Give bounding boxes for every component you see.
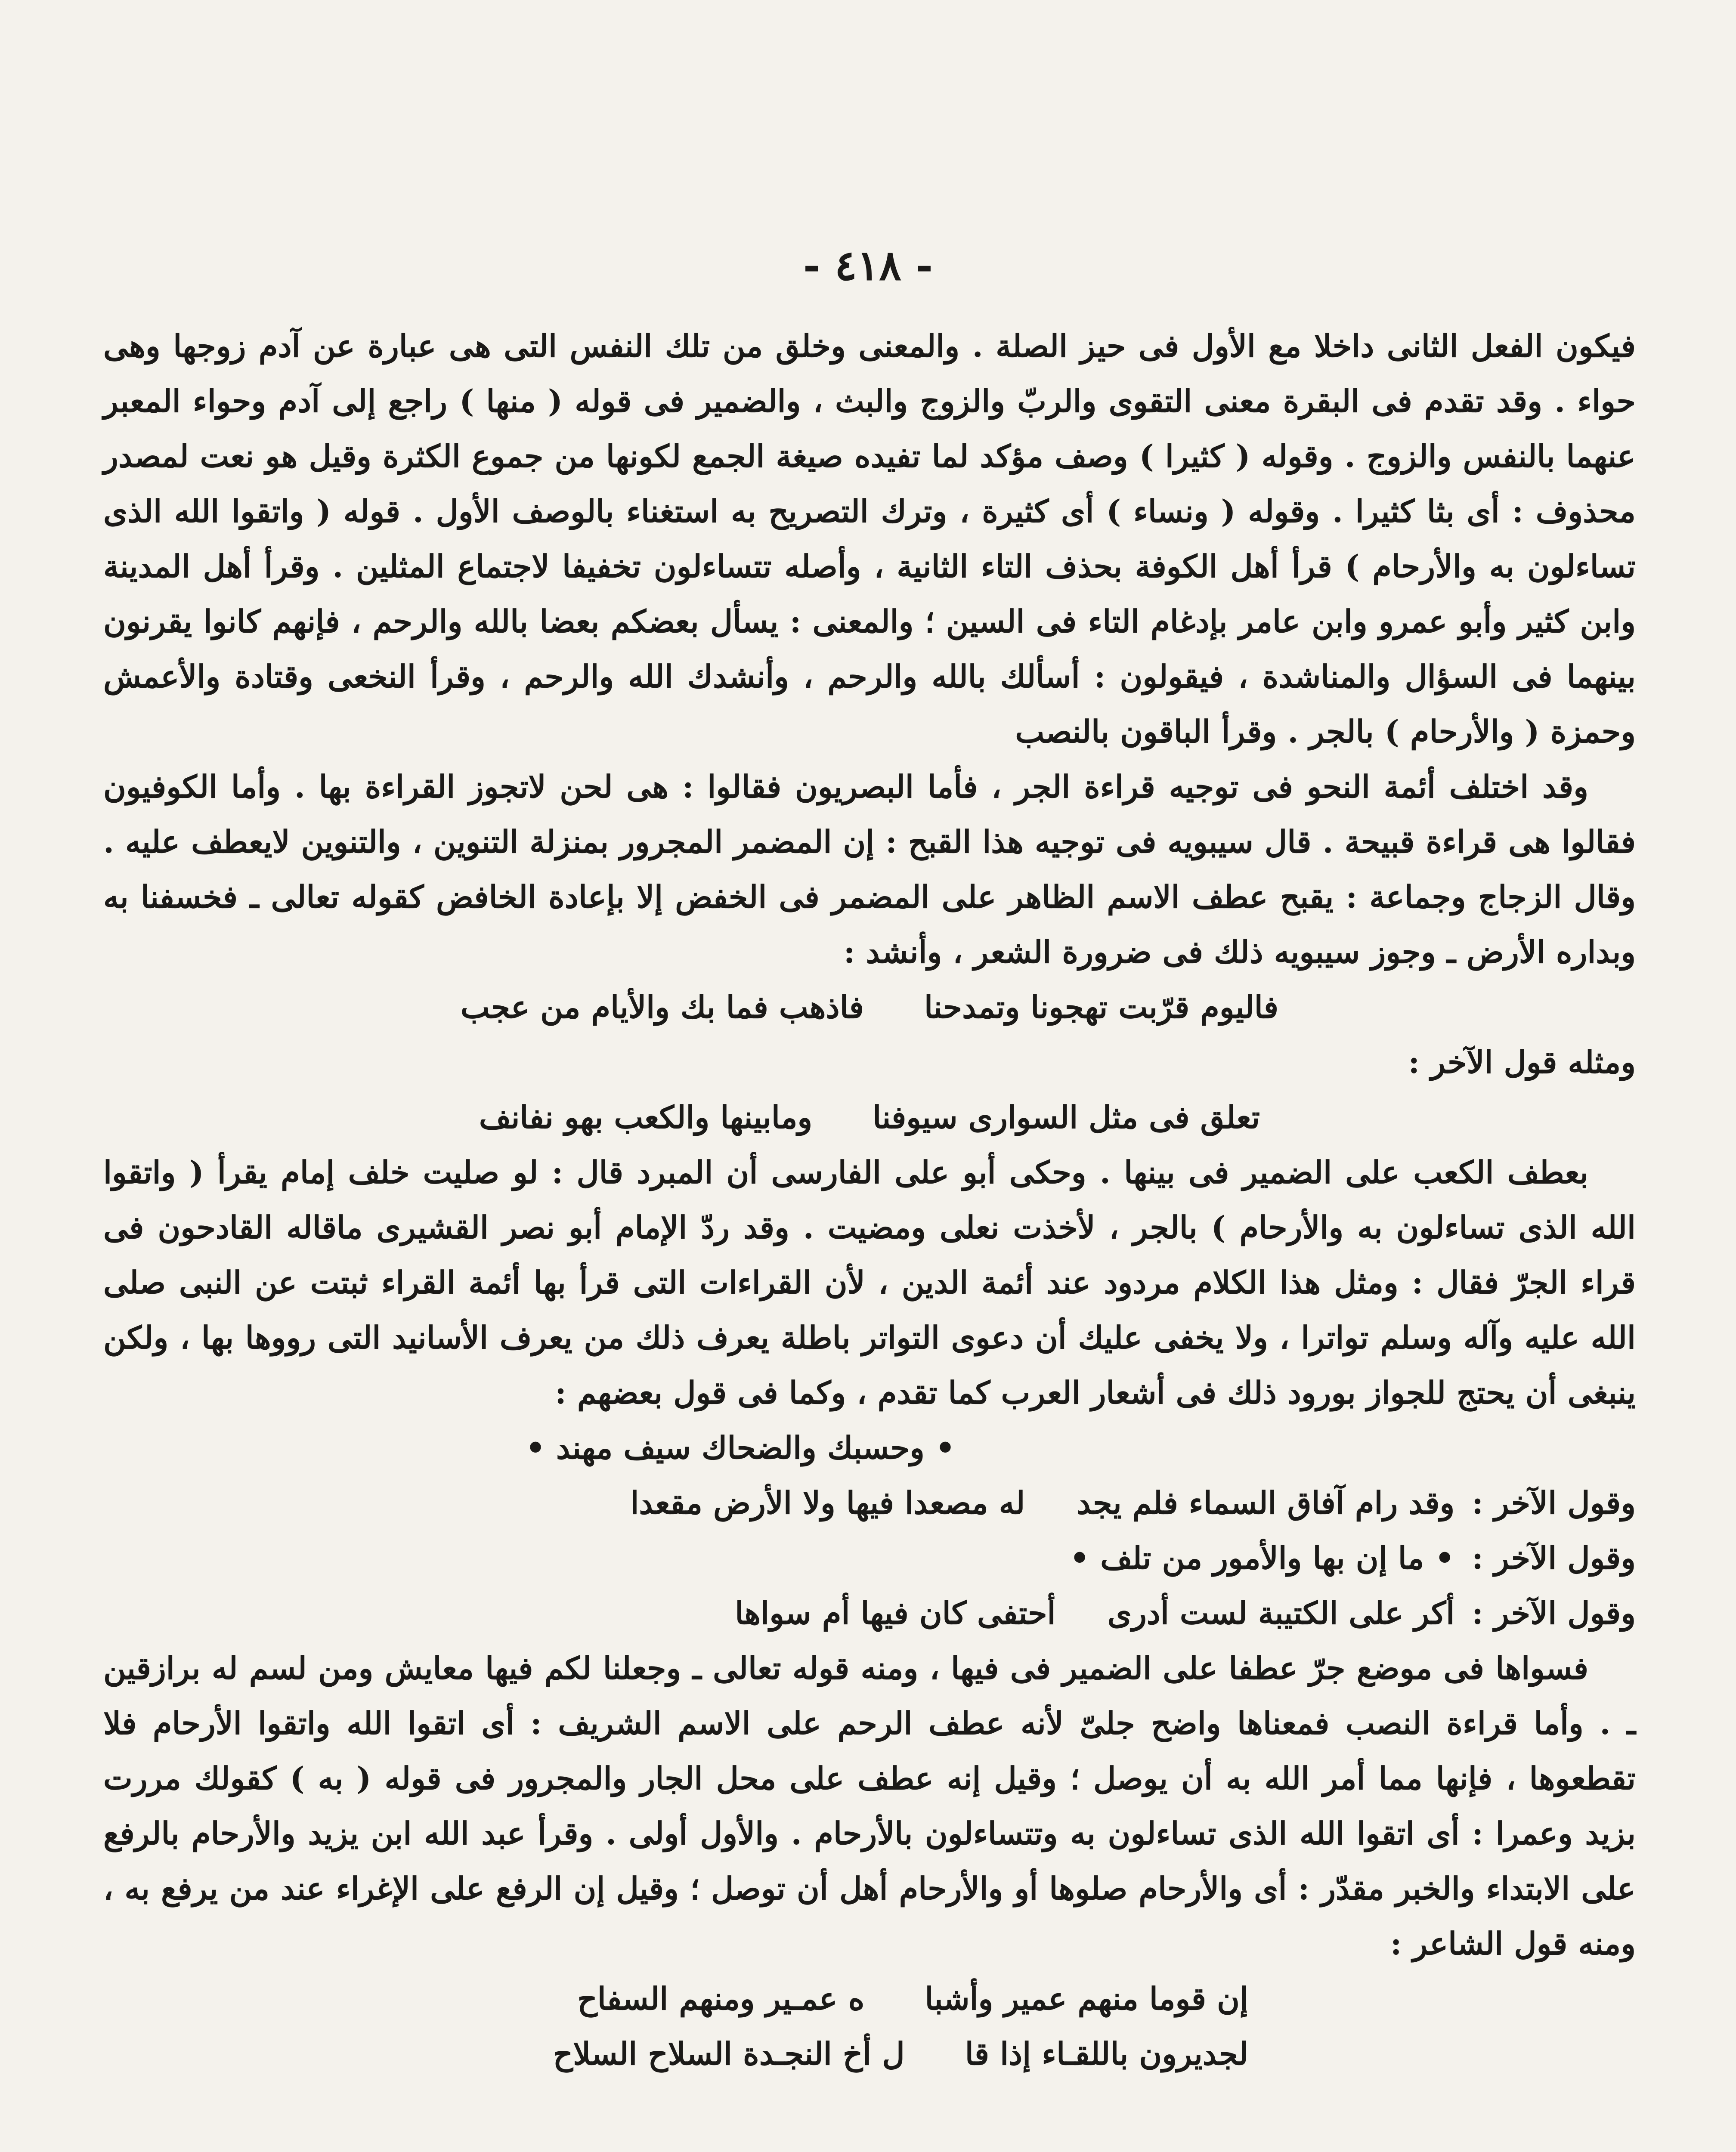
verse-4-second-hemistich: له مصعدا فيها ولا الأرض مقعدا	[630, 1484, 1025, 1521]
verse-4	[103, 1475, 1636, 1531]
verse-1	[103, 980, 1636, 1035]
paragraph-4: فسواها فى موضع جرّ عطفا على الضمير فى فيها ، ومنه قوله تعالى ـ وجعلنا لكم فيها معايش ومن لسم له برازقين ـ . وأما قراءة النصب فمعناها واضح جلىّ لأنه عطف الرحم على الاسم الشريف : أى اتقوا الله واتقوا الأرحام فلا تقطعوها ، فإنها مما أمر الله به أن يوصل ؛ وقيل إنه عطف على محل الجار والمجرور فى قوله ( به ) كقولك مررت بزيد وعمرا : أى اتقوا الله الذى تساءلون به وتتساءلون بالأرحام . والأول أولى . وقرأ عبد الله ابن يزيد والأرحام بالرفع على الابتداء والخبر مقدّر : أى والأرحام صلوها أو والأرحام أهل أن توصل ؛ وقيل إن الرفع على الإغراء عند من يرفع به ، ومنه قول الشاعر :	[103, 1650, 1636, 1962]
verse-6	[103, 1586, 1636, 1641]
verse-7	[103, 1971, 1248, 2026]
line-other-saying: ومثله قول الآخر :	[1408, 1044, 1636, 1080]
verse-6-second-hemistich: أحتفى كان فيها أم سواها	[735, 1595, 1056, 1631]
verse-4-first-hemistich: وقد رام آفاق السماء فلم يجد	[1077, 1484, 1455, 1521]
verse-6-first-hemistich: أكر على الكتيبة لست أدرى	[1107, 1595, 1455, 1631]
paragraph-3: بعطف الكعب على الضمير فى بينها . وحكى أبو على الفارسى أن المبرد قال : لو صليت خلف إمام يقرأ ( واتقوا الله الذى تساءلون به والأرحام ) بالجر ، لأخذت نعلى ومضيت . وقد ردّ الإمام أبو نصر القشيرى ماقاله القادحون فى قراء الجرّ فقال : ومثل هذا الكلام مردود عند أئمة الدين ، لأن القراءات التى قرأ بها أئمة القراء ثبتت عن النبى صلى الله عليه وآله وسلم تواترا ، ولا يخفى عليك أن دعوى التواتر باطلة يعرف ذلك من يعرف الأسانيد التى رووها بها ، ولكن ينبغى أن يحتج للجواز بورود ذلك فى أشعار العرب كما تقدم ، وكما فى قول بعضهم :	[103, 1154, 1636, 1411]
verse-2-first-hemistich: تعلق فى مثل السوارى سيوفنا	[873, 1099, 1260, 1135]
verse-8-second-hemistich: ل أخ النجـدة السلاح السلاح	[553, 2035, 905, 2072]
verse-8-first-hemistich: لجديرون باللقـاء إذا قا	[965, 2035, 1248, 2072]
verse-1-first-hemistich: فاليوم قرّبت تهجونا وتمدحنا	[924, 989, 1279, 1025]
verse-8	[103, 2026, 1248, 2081]
verse-2	[103, 1090, 1636, 1145]
paragraph-2: وقد اختلف أئمة النحو فى توجيه قراءة الجر ، فأما البصريون فقالوا : هى لحن لاتجوز القراءة بها . وأما الكوفيون فقالوا هى قراءة قبيحة . قال سيبويه فى توجيه هذا القبح : إن المضمر المجرور بمنزلة التنوين ، والتنوين لايعطف عليه . وقال الزجاج وجماعة : يقبح عطف الاسم الظاهر على المضمر فى الخفض إلا بإعادة الخافض كقوله تعالى ـ فخسفنا به وبداره الأرض ـ وجوز سيبويه ذلك فى ضرورة الشعر ، وأنشد :	[103, 768, 1636, 970]
verse-6-label: وقول الآخر :	[1472, 1595, 1636, 1631]
verse-5-hemistich: • ما إن بها والأمور من تلف •	[1070, 1540, 1455, 1576]
body-text	[103, 318, 1636, 2081]
verse-5-label: وقول الآخر :	[1472, 1540, 1636, 1576]
page-number: - ٤١٨ -	[803, 241, 933, 290]
verse-7-first-hemistich: إن قوما منهم عمير وأشبا	[925, 1980, 1248, 2017]
verse-7-second-hemistich: ه عمـير ومنهم السفاح	[577, 1980, 865, 2017]
verse-4-label: وقول الآخر :	[1472, 1484, 1636, 1521]
verse-2-second-hemistich: ومابينها والكعب بهو نفانف	[479, 1099, 813, 1135]
verse-3: • وحسبك والضحاك سيف مهند •	[525, 1429, 956, 1466]
paragraph-1: فيكون الفعل الثانى داخلا مع الأول فى حيز الصلة . والمعنى وخلق من تلك النفس التى هى عبارة عن آدم زوجها وهى حواء . وقد تقدم فى البقرة معنى التقوى والربّ والزوج والبث ، والضمير فى قوله ( منها ) راجع إلى آدم وحواء المعبر عنهما بالنفس والزوج . وقوله ( كثيرا ) وصف مؤكد لما تفيده صيغة الجمع لكونها من جموع الكثرة وقيل هو نعت لمصدر محذوف : أى بثا كثيرا . وقوله ( ونساء ) أى كثيرة ، وترك التصريح به استغناء بالوصف الأول . قوله ( واتقوا الله الذى تساءلون به والأرحام ) قرأ أهل الكوفة بحذف التاء الثانية ، وأصله تتساءلون تخفيفا لاجتماع المثلين . وقرأ أهل المدينة وابن كثير وأبو عمرو وابن عامر بإدغام التاء فى السين ؛ والمعنى : يسأل بعضكم بعضا بالله والرحم ، فإنهم كانوا يقرنون بينهما فى السؤال والمناشدة ، فيقولون : أسألك بالله والرحم ، وأنشدك الله والرحم ، وقرأ النخعى وقتادة والأعمش وحمزة ( والأرحام ) بالجر . وقرأ الباقون بالنصب	[103, 328, 1636, 750]
verse-pair-final	[103, 1971, 1636, 2081]
verse-1-second-hemistich: فاذهب فما بك والأيام من عجب	[460, 989, 864, 1025]
verse-5	[103, 1531, 1636, 1586]
